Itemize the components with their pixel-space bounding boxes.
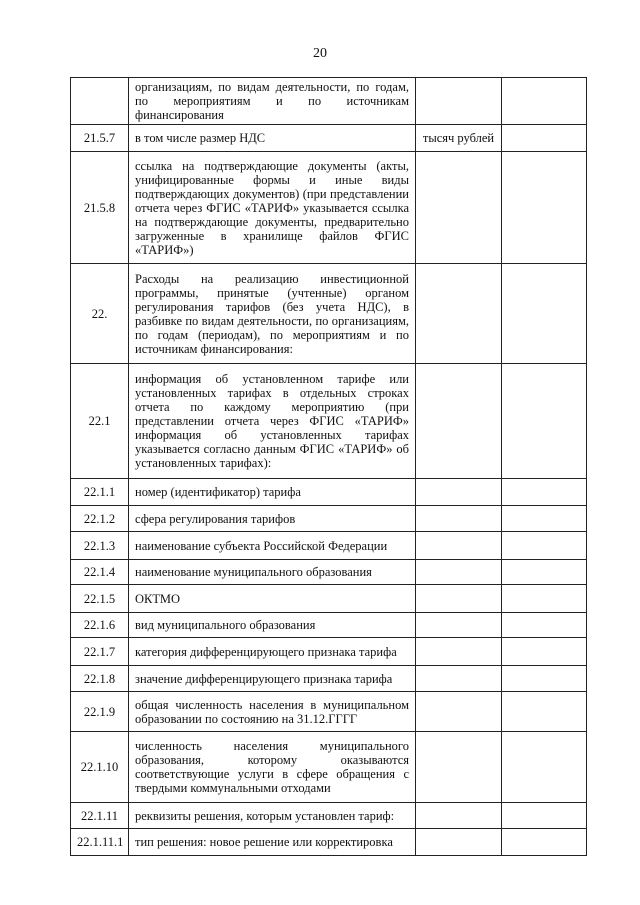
row-unit (416, 666, 502, 692)
row-description: вид муниципального образования (129, 613, 416, 638)
row-unit (416, 732, 502, 803)
row-value-cell (502, 560, 587, 585)
row-number: 22.1.4 (71, 560, 129, 585)
row-unit (416, 364, 502, 479)
row-description: сфера регулирования тарифов (129, 506, 416, 532)
row-value-cell (502, 532, 587, 560)
row-description: реквизиты решения, которым установлен тариф: (129, 803, 416, 829)
row-unit (416, 638, 502, 666)
row-description: в том числе размер НДС (129, 125, 416, 152)
table-row (71, 479, 587, 506)
row-unit (416, 613, 502, 638)
row-unit (416, 692, 502, 732)
table-row (71, 264, 587, 364)
row-unit (416, 479, 502, 506)
row-unit (416, 560, 502, 585)
row-description: наименование субъекта Российской Федерации (129, 532, 416, 560)
row-number: 22.1.6 (71, 613, 129, 638)
row-description: номер (идентификатор) тарифа (129, 479, 416, 506)
row-value-cell (502, 585, 587, 613)
row-unit (416, 585, 502, 613)
row-description: информация об установленном тарифе или установленных тарифах в отдельных строках отчета по каждому мероприятию (при представлении отчета через ФГИС «ТАРИФ» информация об установленных тарифах указывается согласно данным ФГИС «ТАРИФ» об установленных тарифах): (129, 364, 416, 479)
row-value-cell (502, 803, 587, 829)
row-description: значение дифференцирующего признака тарифа (129, 666, 416, 692)
row-value-cell (502, 264, 587, 364)
row-description: организациям, по видам деятельности, по годам, по мероприятиям и по источникам финансирования (129, 78, 416, 125)
row-number: 22.1.5 (71, 585, 129, 613)
row-unit (416, 264, 502, 364)
row-number: 22.1.11.1 (71, 829, 129, 856)
table-row (71, 666, 587, 692)
row-description: ОКТМО (129, 585, 416, 613)
row-number: 22.1.7 (71, 638, 129, 666)
table-row (71, 532, 587, 560)
row-description: тип решения: новое решение или корректировка (129, 829, 416, 856)
row-value-cell (502, 829, 587, 856)
row-number: 22.1.1 (71, 479, 129, 506)
row-description: категория дифференцирующего признака тарифа (129, 638, 416, 666)
row-value-cell (502, 692, 587, 732)
row-value-cell (502, 613, 587, 638)
row-description: общая численность населения в муниципальном образовании по состоянию на 31.12.ГГГГ (129, 692, 416, 732)
row-number: 22.1.11 (71, 803, 129, 829)
row-value-cell (502, 638, 587, 666)
row-value-cell (502, 666, 587, 692)
row-value-cell (502, 152, 587, 264)
row-description: ссылка на подтверждающие документы (акты, унифицированные формы и иные виды подтверждающих документов) (при представлении отчета через ФГИС «ТАРИФ» указывается ссылка на подтверждающие документы, предварительно загруженные в хранилище файлов ФГИС «ТАРИФ») (129, 152, 416, 264)
row-number: 22.1.8 (71, 666, 129, 692)
row-number: 22. (71, 264, 129, 364)
row-unit (416, 803, 502, 829)
row-value-cell (502, 125, 587, 152)
row-unit (416, 152, 502, 264)
table-row (71, 585, 587, 613)
row-unit (416, 532, 502, 560)
row-description: численность населения муниципального образования, которому оказываются соответствующие услуги в сфере обращения с твердыми коммунальными отходами (129, 732, 416, 803)
row-description: Расходы на реализацию инвестиционной программы, принятые (учтенные) органом регулирования тарифов (без учета НДС), в разбивке по видам деятельности, по организациям, по годам (периодам), по мероприятиям и по источникам финансирования: (129, 264, 416, 364)
row-number: 22.1 (71, 364, 129, 479)
table-body (71, 78, 587, 856)
row-number: 22.1.2 (71, 506, 129, 532)
table-row (71, 364, 587, 479)
row-unit (416, 506, 502, 532)
table-row (71, 78, 587, 125)
row-unit (416, 829, 502, 856)
row-number: 22.1.9 (71, 692, 129, 732)
row-number: 21.5.8 (71, 152, 129, 264)
report-table (70, 77, 587, 856)
table-row (71, 613, 587, 638)
table-row (71, 803, 587, 829)
table-row (71, 506, 587, 532)
row-value-cell (502, 78, 587, 125)
row-value-cell (502, 479, 587, 506)
table-row (71, 125, 587, 152)
row-value-cell (502, 506, 587, 532)
row-value-cell (502, 732, 587, 803)
table-row (71, 692, 587, 732)
table-row (71, 829, 587, 856)
table-row (71, 560, 587, 585)
page-number: 20 (313, 46, 327, 61)
table-row (71, 732, 587, 803)
row-number: 22.1.3 (71, 532, 129, 560)
table-row (71, 152, 587, 264)
row-unit (416, 78, 502, 125)
row-number: 22.1.10 (71, 732, 129, 803)
row-unit: тысяч рублей (416, 125, 502, 152)
row-number: 21.5.7 (71, 125, 129, 152)
table-row (71, 638, 587, 666)
row-number (71, 78, 129, 125)
row-description: наименование муниципального образования (129, 560, 416, 585)
row-value-cell (502, 364, 587, 479)
